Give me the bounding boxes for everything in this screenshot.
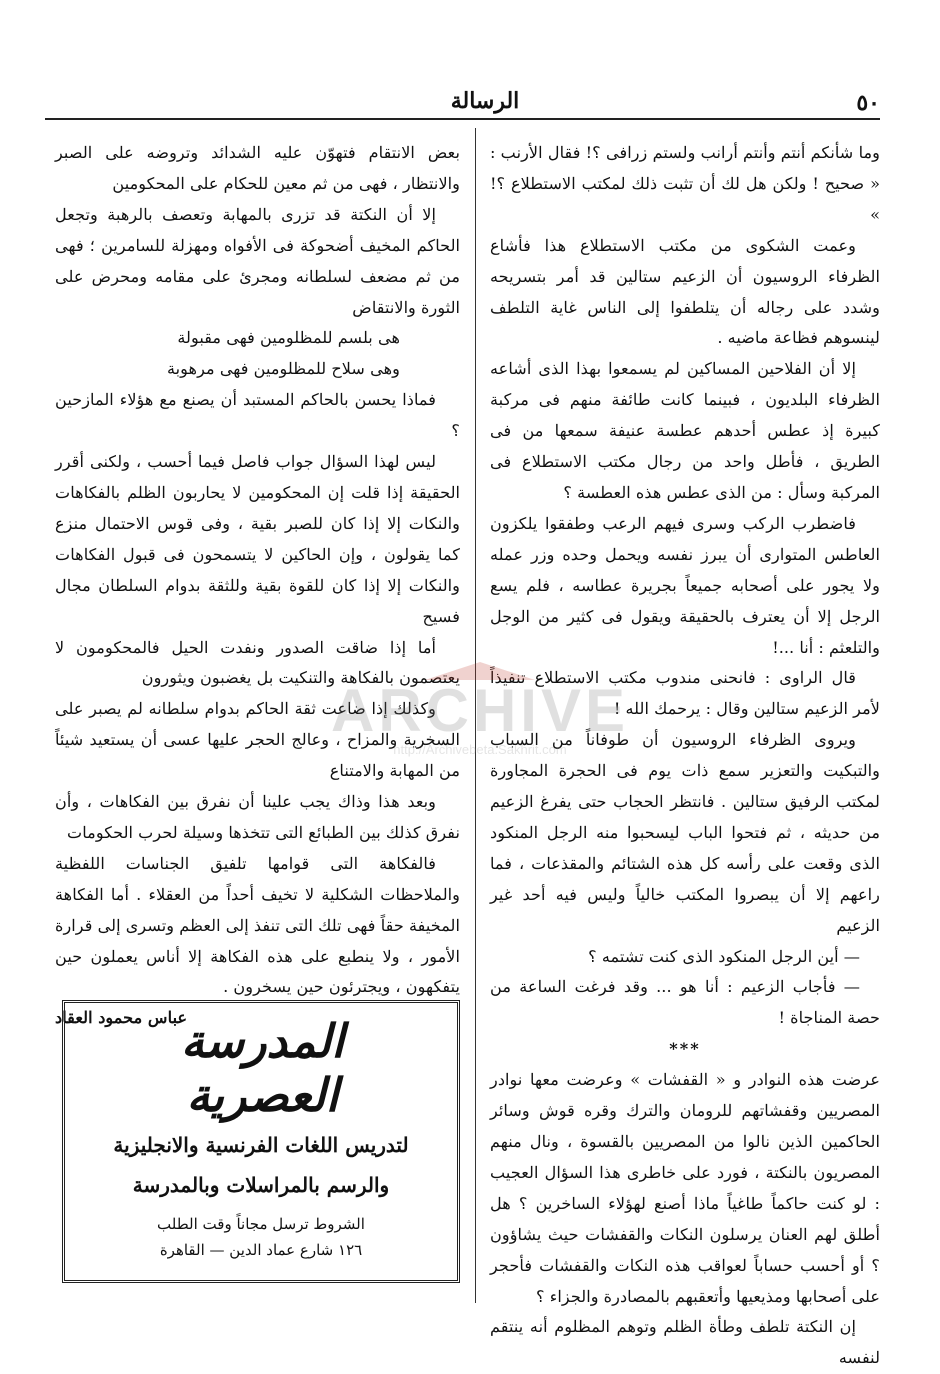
- paragraph: وما شأنكم أنتم وأنتم أرانب ولستم زرافى ؟! فقال الأرنب : « صحيح ! ولكن هل لك أن تثبت ذلك لمكتب الاستطلاع ؟! »: [490, 143, 880, 224]
- paragraph: وكذلك إذا ضاعت ثقة الحاكم بدوام سلطانه لم يصبر على السخرية والمزاح ، وعالج الحجر عليها عسى أن يستعيد شيئاً من المهابة والامتناع: [55, 699, 460, 781]
- paragraph: ويروى الظرفاء الروسيون أن طوفاناً من السباب والتبكيت والتعزير سمع ذات يوم فى الحجرة المجاورة لمكتب الرفيق ستالين . فانتظر الحجاب حتى يفرغ الزعيم من حديثه ، ثم فتحوا الباب ليسحبوا منه الرجل المنكود الذى وقعت على رأسه كل هذه الشتائم والمقذعات ، فما راعهم إلا أن يبصروا المكتب خالياً وليس فيه أحد غير الزعيم: [490, 730, 880, 935]
- paragraph: ليس لهذا السؤال جواب فاصل فيما أحسب ، ولكنى أقرر الحقيقة إذا قلت إن المحكومين لا يحاربون الظلم بالفكاهات والنكات إلا إذا كان للصبر بقية ، وفى قوس الاحتمال منزع كما يقولون ، وإن الحاكين لا يتسمحون فى قبول الفكاهات والنكات إلا إذا كان للقوة بقية وللثقة بدوام السلطان مجال فسيح: [55, 452, 460, 626]
- paragraph: قال الراوى : فانحنى مندوب مكتب الاستطلاع تنفيذاً لأمر الزعيم ستالين وقال : يرحمك الله !: [490, 668, 880, 719]
- ad-line: الشروط ترسل مجاناً وقت الطلب: [157, 1215, 365, 1233]
- column-divider: [475, 128, 476, 1303]
- dialogue-line: — أين الرجل المنكود الذى كنت تشتمه ؟: [588, 946, 860, 966]
- journal-title: الرسالة: [450, 88, 520, 114]
- right-column: [490, 138, 880, 1374]
- paragraph: إلا أن النكتة قد تزرى بالمهابة وتعصف بالرهبة وتجعل الحاكم المخيف أضحوكة فى الأفواه ومهزلة للسامرين ؛ فهى من ثم مضعف لسلطانه ومجرئ على مقامه ومحرض على الثورة والانتقاض: [55, 204, 460, 317]
- ad-line: لتدريس اللغات الفرنسية والانجليزية: [113, 1133, 409, 1157]
- paragraph: أما إذا ضاقت الصدور ونفدت الحيل فالمحكومون لا يعتصمون بالفكاهة والتنكيت بل يغضبون ويثورون: [55, 637, 460, 688]
- paragraph: إن النكتة تلطف وطأة الظلم وتوهم المظلوم أنه ينتقم لنفسه: [490, 1317, 880, 1368]
- watermark-text: ARCHIVE: [330, 677, 630, 744]
- ad-line: والرسم بالمراسلات وبالمدرسة: [132, 1173, 390, 1197]
- author-signature: عباس محمود العقاد: [55, 1008, 188, 1028]
- section-separator: ***: [669, 1039, 701, 1059]
- paragraph: وعمت الشكوى من مكتب الاستطلاع هذا فأشاع الظرفاء الروسيون أن الزعيم ستالين قد أمر بتسريحه وشدد على رجاله أن يتلطفوا إلى الناس غاية التلطف لينسوهم فظاعة ماضيه .: [490, 235, 880, 348]
- school-logo: المدرسة العصرية: [181, 1014, 344, 1122]
- paragraph: عرضت هذه النوادر و « القفشات » وعرضت معها نوادر المصريين وقفشاتهم للرومان والترك وقره قوش وسائر الحاكمين الذين نالوا من المصريين بالقسوة ، ونال منهم المصريون بالنكتة ، فورد على خاطرى هذا السؤال العجيب : لو كنت حاكماً طاغياً ماذا أصنع لهؤلاء الساخرين ؟ هل أطلق لهم العنان يرسلون النكات والقفشات حيث يشاؤون ؟ أو أحسب حساباً لعواقب هذه النكات والقفشات فأحجر على أصحابها ومذيعيها وأتعقبهم بالمصادرة والجزاء ؟: [490, 1070, 880, 1306]
- page-number: ٥٠: [856, 90, 880, 116]
- paragraph: وبعد هذا وذاك يجب علينا أن نفرق بين الفكاهات ، وأن نفرق كذلك بين الطبائع التى تتخذها وسيلة لحرب الحكومات: [55, 792, 460, 842]
- paragraph: إلا أن الفلاحين المساكين لم يسمعوا بهذا الذى أشاعه الظرفاء البلديون ، فبينما كانت طائفة منهم فى مركبة كبيرة إذ عطس أحدهم عطسة عنيفة سمعها من فى الطريق ، فأطل واحد من رجال مكتب الاستطلاع فى المركبة وسأل : من الذى عطس هذه العطسة ؟: [490, 359, 880, 502]
- header-rule: [45, 118, 880, 120]
- left-column: [55, 138, 460, 1034]
- ad-address: ١٢٦ شارع عماد الدين — القاهرة: [159, 1241, 363, 1259]
- poem-line: هى بلسم للمظلومين فهى مقبولة: [177, 328, 400, 348]
- watermark-url: http://Archivebeta.Sakhrit.com: [393, 742, 567, 757]
- poem-line: وهى سلاح للمظلومين فهى مرهوبة: [166, 359, 400, 379]
- dialogue-line: — فأجاب الزعيم : أنا هو ... وقد فرغت الساعة من حصة المناجاة !: [490, 977, 880, 1028]
- paragraph: فاضطرب الركب وسرى فيهم الرعب وطفقوا يلكزون العاطس المتوارى أن يبرز نفسه ويحمل وحده وزر عمله ولا يجور على أصحابه جميعاً بجريرة عطاسه ، فلم يسع الرجل إلا أن يعترف بالحقيقة ويقول فى كثير من الوجل والتلعثم : أنا ...!: [490, 513, 880, 657]
- paragraph: فماذا يحسن بالحاكم المستبد أن يصنع مع هؤلاء المازحين ؟: [55, 390, 460, 441]
- advertisement-box: [62, 1000, 460, 1283]
- paragraph: بعض الانتقام فتهوّن عليه الشدائد وتروضه على الصبر والانتظار ، فهى من ثم معين للحكام على المحكومين: [55, 143, 460, 193]
- paragraph: فالفكاهة التى قوامها تلفيق الجناسات اللفظية والملاحظات الشكلية لا تخيف أحداً من العقلاء . أما الفكاهة المخيفة حقاً فهى تلك التى تنفذ إلى العظم وتسرى إلى قرارة الأمور ، ولا ينطبع على هذه الفكاهة إلا أناس يعملون حين يتفكهون ، ويجترئون حين يسخرون .: [55, 853, 460, 997]
- page-header: [90, 80, 880, 120]
